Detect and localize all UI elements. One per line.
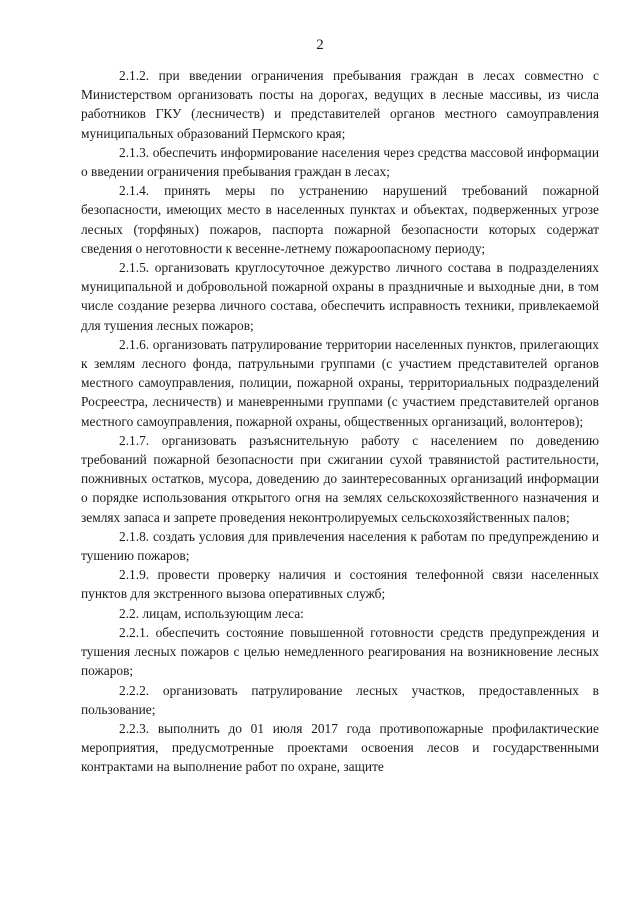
paragraph-2-1-6: 2.1.6. организовать патрулирование территории населенных пунктов, прилегающих к землям лесного фонда, патрульными группами (с участием представителей органов местного самоуправления, полиции, пожарной охраны, территориальных подразделений Росреестра, лесничеств) и маневренными группами (с участием представителей органов местного самоуправления, пожарной охраны, общественных организаций, волонтеров); [81, 336, 599, 429]
paragraph-2-2-1: 2.2.1. обеспечить состояние повышенной готовности средств предупреждения и тушения лесных пожаров с целью немедленного реагирования на возникновение лесных пожаров; [81, 624, 599, 679]
paragraph-2-1-4: 2.1.4. принять меры по устранению нарушений требований пожарной безопасности, имеющих место в населенных пунктах и объектах, подверженных угрозе лесных (торфяных) пожаров, паспорта пожарной безопасности которых содержат сведения о неготовности к весенне-летнему пожароопасному периоду; [81, 183, 599, 256]
paragraph-2-1-2: 2.1.2. при введении ограничения пребывания граждан в лесах совместно с Министерством организовать посты на дорогах, ведущих в лесные массивы, из числа работников ГКУ (лесничеств) и представителей органов местного самоуправления муниципальных образований Пермского края; [81, 68, 599, 141]
paragraph-2-2-3: 2.2.3. выполнить до 01 июля 2017 года противопожарные профилактические мероприятия, предусмотренные проектами освоения лесов и государственными контрактами на выполнение работ по охране, защите [81, 720, 599, 775]
paragraph-2-1-8: 2.1.8. создать условия для привлечения населения к работам по предупреждению и тушению пожаров; [81, 528, 599, 564]
paragraph-2-1-5: 2.1.5. организовать круглосуточное дежурство личного состава в подразделениях муниципальной и добровольной пожарной охраны в праздничные и выходные дни, в том числе создание резерва личного состава, обеспечить исправность техники, привлекаемой для тушения лесных пожаров; [81, 260, 599, 333]
paragraph-2-1-3: 2.1.3. обеспечить информирование населения через средства массовой информации о введении ограничения пребывания граждан в лесах; [81, 144, 599, 180]
paragraph-2-2: 2.2. лицам, использующим леса: [119, 605, 304, 621]
paragraph-2-1-7: 2.1.7. организовать разъяснительную работу с населением по доведению требований пожарной безопасности при сжигании сухой травянистой растительности, пожнивных остатков, мусора, доведению до заинтересованных организаций информации о порядке использования открытого огня на землях сельскохозяйственного назначения и землях запаса и запрете проведения неконтролируемых сельскохозяйственных палов; [81, 432, 599, 525]
paragraph-2-1-9: 2.1.9. провести проверку наличия и состояния телефонной связи населенных пунктов для экстренного вызова оперативных служб; [81, 567, 599, 602]
page-number: 2 [316, 37, 324, 53]
document-body [81, 66, 599, 777]
paragraph-2-2-2: 2.2.2. организовать патрулирование лесных участков, предоставленных в пользование; [81, 682, 599, 717]
